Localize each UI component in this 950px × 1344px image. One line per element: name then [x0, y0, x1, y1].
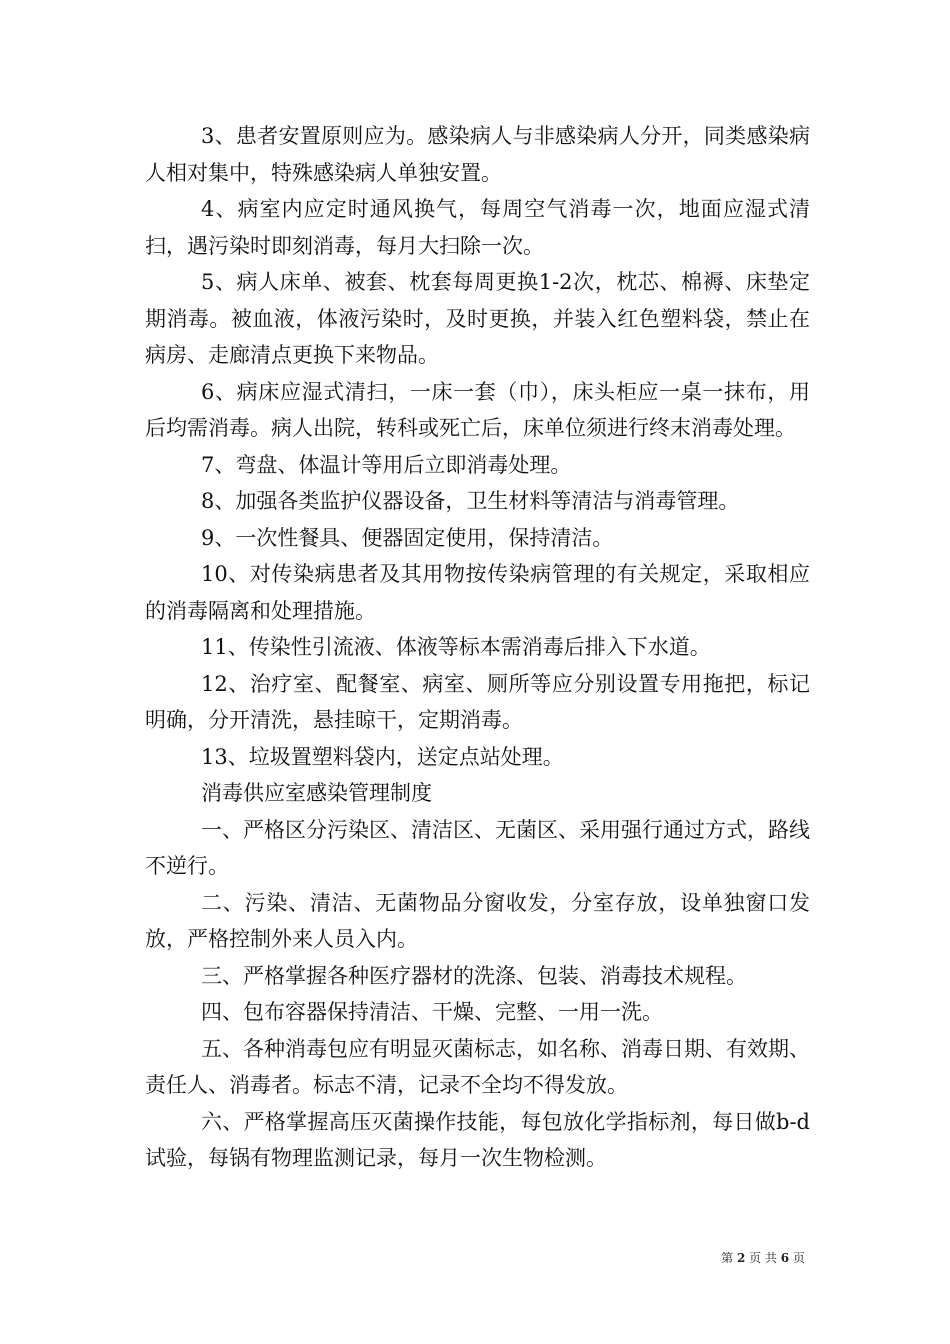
rule-item-3: 三、严格掌握各种医疗器材的洗涤、包装、消毒技术规程。 [201, 963, 747, 988]
paragraph-item-5: 5、病人床单、被套、枕套每周更换1-2次，枕芯、棉褥、床垫定期消毒。被血液，体液污染时，及时更换，并装入红色塑料袋，禁止在病房、走廊清点更换下来物品。 [145, 270, 810, 367]
paragraph-item-3: 3、患者安置原则应为。感染病人与非感染病人分开，同类感染病人相对集中，特殊感染病人单独安置。 [145, 124, 810, 185]
page-number-footer [721, 1250, 805, 1266]
paragraph-item-11: 11、传染性引流液、体液等标本需消毒后排入下水道。 [201, 635, 711, 659]
footer-middle: 页 共 [749, 1251, 777, 1265]
document-body [145, 118, 810, 1177]
rule-item-2: 二、污染、清洁、无菌物品分窗收发，分室存放，设单独窗口发放，严格控制外来人员入内。 [145, 890, 810, 951]
rule-item-6: 六、严格掌握高压灭菌操作技能，每包放化学指标剂，每日做b-d试验，每锅有物理监测记录，每月一次生物检测。 [145, 1109, 810, 1170]
rule-item-1: 一、严格区分污染区、清洁区、无菌区、采用强行通过方式，路线不逆行。 [145, 817, 810, 878]
paragraph-item-8: 8、加强各类监护仪器设备，卫生材料等清洁与消毒管理。 [201, 489, 740, 513]
paragraph-item-7: 7、弯盘、体温计等用后立即消毒处理。 [201, 452, 572, 477]
paragraph-item-13: 13、垃圾置塑料袋内，送定点站处理。 [201, 744, 564, 769]
paragraph-item-12: 12、治疗室、配餐室、病室、厕所等应分别设置专用拖把，标记明确，分开清洗，悬挂晾干，定期消毒。 [145, 671, 810, 732]
paragraph-item-4: 4、病室内应定时通风换气，每周空气消毒一次，地面应湿式清扫，遇污染时即刻消毒，每月大扫除一次。 [145, 197, 810, 258]
section-heading: 消毒供应室感染管理制度 [201, 781, 432, 805]
paragraph-item-6: 6、病床应湿式清扫，一床一套（巾），床头柜应一桌一抹布，用后均需消毒。病人出院，转科或死亡后，床单位须进行终末消毒处理。 [145, 379, 810, 440]
footer-suffix: 页 [792, 1251, 805, 1265]
rule-item-5: 五、各种消毒包应有明显灭菌标志，如名称、消毒日期、有效期、责任人、消毒者。标志不清，记录不全均不得发放。 [145, 1036, 810, 1097]
total-pages-number: 6 [780, 1251, 790, 1265]
paragraph-item-9: 9、一次性餐具、便器固定使用，保持清洁。 [201, 525, 614, 550]
footer-prefix: 第 [721, 1251, 734, 1265]
rule-item-4: 四、包布容器保持清洁、干燥、完整、一用一洗。 [201, 1000, 663, 1024]
paragraph-item-10: 10、对传染病患者及其用物按传染病管理的有关规定，采取相应的消毒隔离和处理措施。 [145, 562, 810, 623]
current-page-number: 2 [736, 1251, 746, 1265]
